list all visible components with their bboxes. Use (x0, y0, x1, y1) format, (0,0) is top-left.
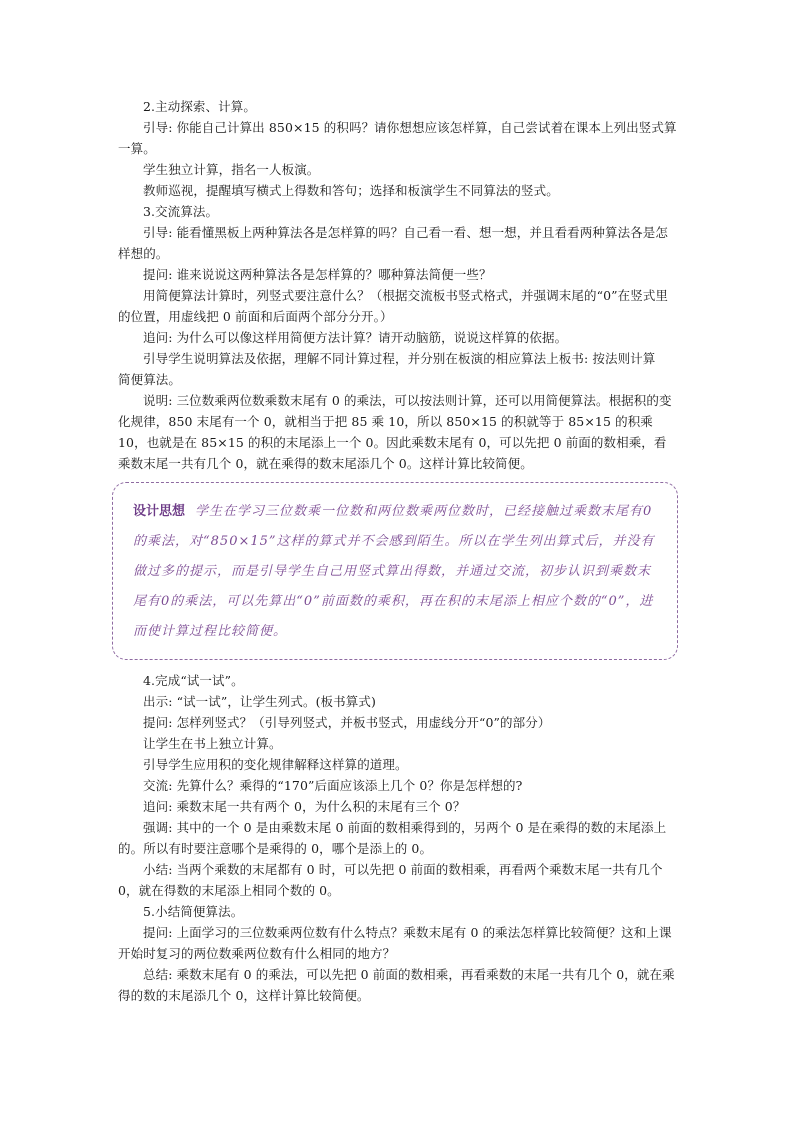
paragraph: 追问: 为什么可以像这样用简便方法计算？请开动脑筋，说说这样算的依据。 (143, 330, 568, 345)
paragraph: 学生独立计算，指名一人板演。 (143, 162, 320, 177)
paragraph: 引导学生应用积的变化规律解释这样算的道理。 (143, 757, 408, 772)
paragraph: 让学生在书上独立计算。 (143, 736, 282, 751)
paragraph: 引导: 你能自己计算出 850×15 的积吗？请你想想应该怎样算，自己尝试着在课本上列出竖式算一算。 (118, 120, 677, 156)
page-content (118, 96, 678, 1006)
paragraph: 小结: 当两个乘数的末尾都有 0 时，可以先把 0 前面的数相乘，再看两个乘数末尾一共有几个 0，就在得数的末尾添上相同个数的 0。 (118, 862, 663, 898)
paragraph: 教师巡视，提醒填写横式上得数和答句；选择和板演学生不同算法的竖式。 (143, 183, 559, 198)
paragraph: 提问: 怎样列竖式？（引导列竖式，并板书竖式，用虚线分开“0”的部分） (143, 715, 551, 730)
paragraph: 出示: “试一试”，让学生列式。(板书算式) (143, 694, 376, 709)
paragraph: 追问: 乘数末尾一共有两个 0，为什么积的末尾有三个 0？ (143, 799, 466, 814)
design-idea-title: 设计思想 (133, 504, 186, 519)
section-heading-exchange: 3.交流算法。 (143, 204, 219, 219)
paragraph: 说明: 三位数乘两位数乘数末尾有 0 的乘法，可以按法则计算，还可以用简便算法。根据积的变化规律，850 末尾有一个 0，就相当于把 85 乘 10，所以 850×15 的积就等于 85×15 的积乘 10，也就是在 85×15 的积的末尾添上一个 0。因此乘数末尾有 0，可以先把 0 前面的数相乘，看乘数末尾一共有几个 0，就在乘得的数末尾添几个 0。这样计算比较简便。 (118, 393, 672, 471)
paragraph: 用简便算法计算时，列竖式要注意什么？（根据交流板书竖式格式，并强调末尾的“0”在竖式里的位置，用虚线把 0 前面和后面两个部分分开。） (118, 288, 669, 324)
paragraph: 引导: 能看懂黑板上两种算法各是怎样算的吗？自己看一看、想一想，并且看看两种算法各是怎样想的。 (118, 225, 668, 261)
design-idea-border (112, 482, 678, 660)
section-heading-summary: 5.小结简便算法。 (143, 904, 244, 919)
design-idea-box (112, 482, 678, 660)
paragraph: 交流: 先算什么？乘得的“170”后面应该添上几个 0？你是怎样想的? (143, 778, 523, 793)
paragraph: 强调: 其中的一个 0 是由乘数末尾 0 前面的数相乘得到的，另两个 0 是在乘得的数的末尾添上的。所以有时要注意哪个是乘得的 0，哪个是添上的 0。 (118, 820, 667, 856)
section-heading-try: 4.完成“试一试”。 (143, 673, 244, 688)
section-heading-explore: 2.主动探索、计算。 (143, 99, 256, 114)
paragraph: 引导学生说明算法及依据，理解不同计算过程，并分别在板演的相应算法上板书: 按法则计算 简便算法。 (118, 351, 668, 387)
design-idea-text: 学生在学习三位数乘一位数和两位数乘两位数时，已经接触过乘数末尾有0的乘法，对“850×15”这样的算式并不会感到陌生。所以在学生列出算式后，并没有做过多的提示，而是引导学生自己用竖式算出得数，并通过交流，初步认识到乘数末尾有0的乘法，可以先算出“0”前面数的乘积，再在积的末尾添上相应个数的“0”，进而使计算过程比较简便。 (133, 504, 655, 639)
paragraph: 提问: 谁来说说这两种算法各是怎样算的？哪种算法简便一些？ (143, 267, 492, 282)
paragraph: 总结: 乘数末尾有 0 的乘法，可以先把 0 前面的数相乘，再看乘数的末尾一共有几个 0，就在乘得的数的末尾添几个 0，这样计算比较简便。 (118, 967, 675, 1003)
paragraph: 提问: 上面学习的三位数乘两位数有什么特点？乘数末尾有 0 的乘法怎样算比较简便？这和上课开始时复习的两位数乘两位数有什么相同的地方？ (118, 925, 672, 961)
